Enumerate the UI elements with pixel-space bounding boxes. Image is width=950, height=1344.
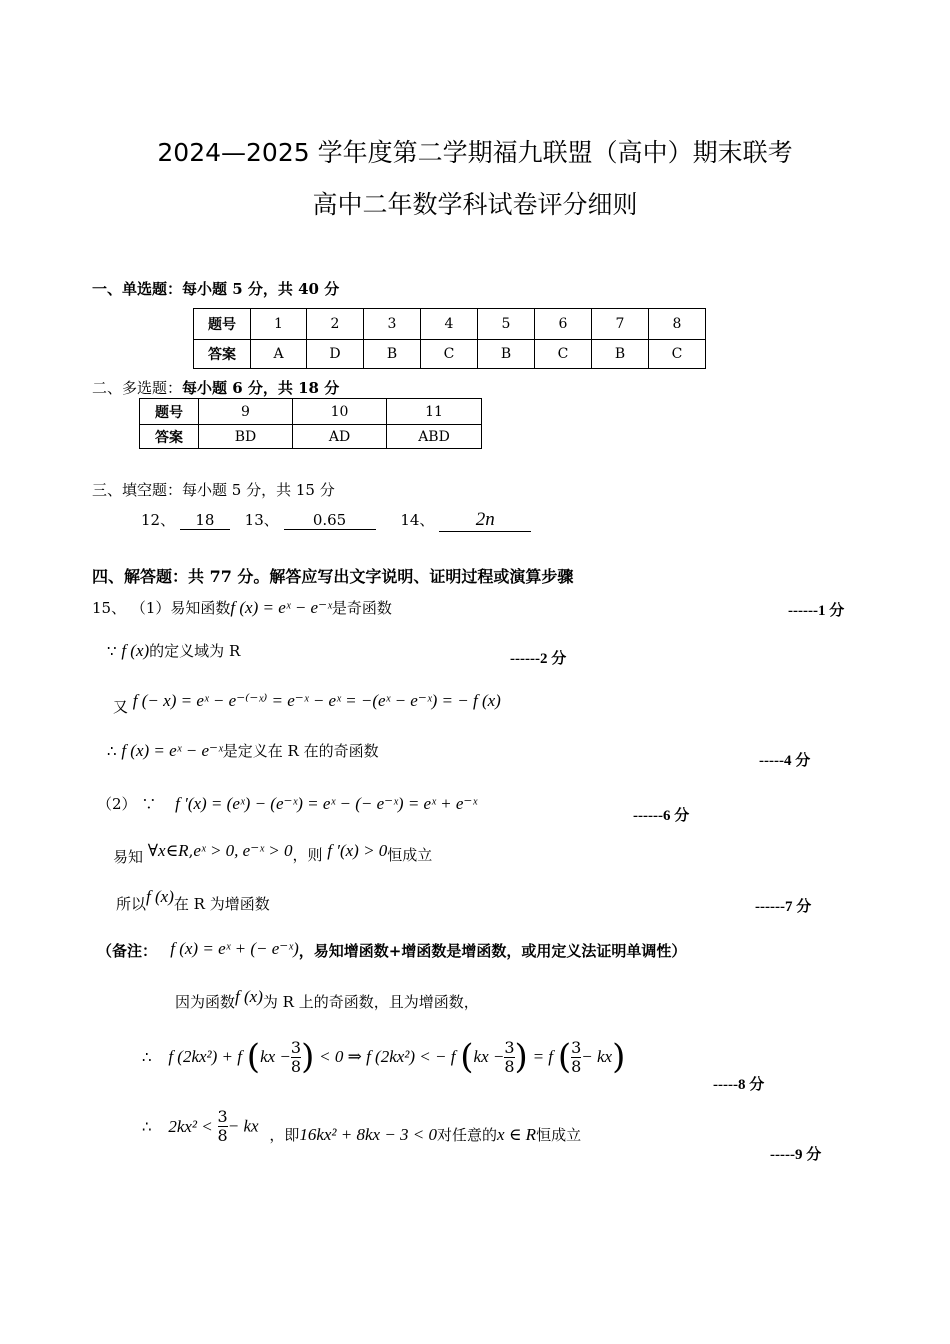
table-cell: B [592,340,649,369]
multi-choice-table [139,398,482,449]
score-marker: ------2 分 [510,651,567,667]
table-cell: ABD [387,425,482,449]
formula: f (x) = eˣ − e⁻ˣ [230,598,332,617]
table-cell: B [364,340,421,369]
formula: f (x) = eˣ − e⁻ˣ [121,741,223,760]
fraction-denominator: 8 [504,1056,515,1076]
formula: ∀x∈R [147,841,189,860]
because-symbol: ∵ [107,642,117,660]
part-label: （1）易知函数 [130,599,231,617]
text: 为 R 上的奇函数，且为增函数， [262,993,479,1011]
table-cell: 1 [251,309,307,340]
fraction [571,1039,581,1076]
formula: f (x) [121,641,150,660]
formula: − kx [227,1116,259,1136]
table-cell: 8 [649,309,706,340]
formula: < 0 ⇒ f (2kx²) < − f [319,1047,456,1066]
table-cell: A [251,340,307,369]
table-row-label: 答案 [194,340,251,369]
section2-heading-prefix: 二、多选题： [92,379,183,397]
paren-left: ( [246,1037,261,1077]
table-cell: 7 [592,309,649,340]
table-cell: C [421,340,478,369]
table-cell: C [649,340,706,369]
table-row-label: 题号 [140,399,199,425]
fraction-denominator: 8 [571,1056,582,1076]
solution-line-1 [92,597,392,618]
table-row-label: 题号 [194,309,251,340]
fraction-numerator: 3 [504,1037,515,1057]
formula: − kx [581,1047,613,1066]
formula: f (x) [146,887,174,906]
paren-right: ) [612,1037,626,1077]
formula: f (− x) = eˣ − e⁻⁽⁻ˣ⁾ = e⁻ˣ − eˣ = −(eˣ − e⁻ˣ) = − f (x) [132,691,501,710]
score-marker: -----4 分 [759,753,811,769]
table-cell: 6 [535,309,592,340]
section2-heading-rest: 每小题 6 分，共 18 分 [182,379,340,397]
text: 对任意的 [437,1126,498,1144]
therefore-symbol: ∴ [142,1048,152,1066]
because-symbol: ∵ [141,795,157,813]
text: 所以 [116,895,147,913]
q12-label: 12、 [141,511,176,529]
formula: kx − [473,1047,505,1066]
table-cell: C [535,340,592,369]
q13-answer: 0.65 [284,511,376,530]
note-text: ，易知增函数+增函数是增函数，或用定义法证明单调性） [298,942,687,960]
table-cell: 3 [364,309,421,340]
solution-line-10 [142,1108,581,1145]
table-row-label: 答案 [140,425,199,449]
formula: 16kx² + 8kx − 3 < 0 [299,1125,438,1144]
solution-line-8 [175,986,479,1011]
solution-line-2 [107,640,240,661]
paren-right: ) [514,1037,528,1077]
solution-line-4 [107,740,379,761]
fraction [218,1108,228,1145]
table-cell: 10 [293,399,387,425]
formula: 2kx² < [168,1116,213,1136]
section4-heading: 四、解答题：共 77 分。解答应写出文字说明、证明过程或演算步骤 [92,567,574,586]
formula: eˣ > 0, e⁻ˣ > 0 [193,841,293,860]
solution-line-6 [113,840,433,866]
formula: f (x) = eˣ + (− e⁻ˣ) [170,939,299,958]
q14-label: 14、 [400,511,435,529]
solution-line-3 [113,690,501,716]
score-marker: ------7 分 [755,899,812,915]
table-cell: AD [293,425,387,449]
document-title: 2024—2025 学年度第二学期福九联盟（高中）期末联考 [157,138,793,167]
text: 的定义域为 R [149,642,241,660]
formula: f ′(x) > 0 [327,841,388,860]
formula: f (2kx²) + f [168,1047,243,1066]
fraction [291,1039,301,1076]
note-line [97,938,686,959]
text: 是定义在 R 在的奇函数 [222,742,379,760]
fraction-numerator: 3 [571,1037,582,1057]
q13-label: 13、 [244,511,279,529]
solution-line-7 [116,886,270,913]
formula: = f [532,1047,554,1066]
text: 是奇函数 [331,599,392,617]
table-cell: B [478,340,535,369]
table-cell: 5 [478,309,535,340]
text: 恒成立 [387,846,433,864]
formula: f (x) [235,987,263,1006]
text: 又 [113,698,129,716]
part-label: （2） [97,795,137,813]
paren-right: ) [301,1037,315,1077]
text: ，即 [269,1126,300,1144]
therefore-symbol: ∴ [107,742,117,760]
table-cell: 11 [387,399,482,425]
text: ，则 [292,846,323,864]
fraction-denominator: 8 [290,1056,302,1076]
text: 易知 [113,848,144,866]
score-marker: ------6 分 [633,808,690,824]
single-choice-table [193,308,706,369]
section3-heading: 三、填空题：每小题 5 分，共 15 分 [92,481,335,499]
note-prefix: （备注： [97,942,158,960]
formula: f ′(x) = (eˣ) − (e⁻ˣ) = eˣ − (− e⁻ˣ) = eˣ + e⁻ˣ [175,794,478,813]
table-cell: 4 [421,309,478,340]
score-marker: ------1 分 [788,603,845,619]
paren-left: ( [460,1037,474,1077]
text: 在 R 为增函数 [173,895,270,913]
q12-answer: 18 [180,511,230,530]
table-cell: D [307,340,364,369]
score-marker: -----9 分 [770,1147,822,1163]
text: 恒成立 [536,1126,582,1144]
fraction-numerator: 3 [290,1037,302,1057]
fraction-numerator: 3 [217,1107,228,1126]
document-subtitle: 高中二年数学科试卷评分细则 [312,190,638,219]
fill-blank-answers [141,509,531,532]
text: 因为函数 [175,993,236,1011]
q14-answer: 2n [439,509,531,532]
formula: kx − [260,1047,291,1066]
score-marker: -----8 分 [713,1077,765,1093]
comma: , [188,842,194,860]
table-cell: 9 [199,399,293,425]
fraction-denominator: 8 [217,1126,228,1145]
paren-left: ( [557,1037,572,1077]
problem-number: 15、 [92,599,127,617]
solution-line-9 [142,1037,625,1077]
formula: x ∈ R [497,1125,537,1144]
section1-heading: 一、单选题：每小题 5 分，共 40 分 [92,280,340,298]
solution-line-5 [97,793,477,814]
fraction [504,1039,514,1076]
table-cell: 2 [307,309,364,340]
table-cell: BD [199,425,293,449]
therefore-symbol: ∴ [142,1117,152,1136]
section2-heading [92,377,339,398]
